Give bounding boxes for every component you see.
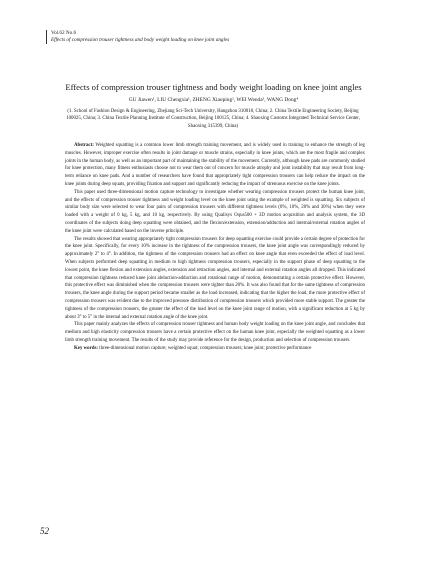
running-head [46,30,229,44]
keywords-paragraph [65,345,365,353]
abstract-paragraph-1 [65,142,365,189]
keywords-label: Key words: [74,345,99,351]
abstract-section [65,142,365,353]
author-list: GU Jiawen¹, LIU Chengxia¹, ZHENG Xiaoping², WEI Wenda³, WANG Dong⁴ [128,97,299,103]
journal-volume-info: Vol.62 No.6 [51,30,77,36]
paper-title: Effects of compression trouser tightness and body weight loading on knee joint angles [65,82,362,92]
abstract-text-1: Weighted squatting is a common lower limb strength training movement, and is widely used in training to enhance the strength of leg muscles. However, improper exercise often results in joint damage or muscle strains, especially in knee joints, which are the most fragile and complex joints in the human body, as well as an important part of maintaining the stability of the movement. Currently, although knee pads are commonly studied for knee protection, many fitness enthusiasts choose not to wear them out of concern for muscle atrophy and joint instability that may result from long-term reliance on knee pads. And a number of researchers have found that appropriately tight compression trousers can help reduce the impact on the knee joints during deep squats, providing fixation and support and significantly reducing the impact of strenuous exercise on the knee joints. [65,143,365,187]
keywords-text: three-dimensional motion capture; weighted squat; compression trousers; knee joint; protective performance [99,345,312,351]
abstract-label: Abstract: [74,143,94,148]
abstract-paragraph-3: The results showed that wearing appropriately tight compression trousers for deep squatting exercise could provide a certain degree of protection for the knee joint. Specifically, for every 10% increase in the tightness of the compression trousers, the knee joint angle was correspondingly reduced by approximately 2° to 4°. In addition, the tightness of the compression trousers had an effect on knee angle that even exceeded the effect of load level. When subjects performed deep squatting in medium to high tightness compression trousers, especially in the support phase of deep squatting to the lowest point, the knee flexion and extension angles, extension and retraction angles, and internal and external rotation angles all dropped. This indicated that compression tightness reduced knee joint abduction-adduction and rotational range of motion, demonstrating a certain protective effect. However, this protective effect was diminished when the compression trousers were tighter than 20%. It was also found that for the same tightness of compression trousers, the knee angle during the support period became smaller as the load increased, indicating that the higher the load, the more protective effect of compression trousers was evident due to the improved pressure distribution of compression trousers which provided more stable support. The greater the tightness of the compression trousers, the greater the effect of the load level on the knee joint range of motion, with a significant reduction at 5 kg by about 3° to 5° in the internal and external rotation angle of the knee joint. [65,236,365,320]
abstract-paragraph-4: This paper mainly analyzes the effects of compression trouser tightness and human body weight loading on the knee joint angle, and concludes that medium and high elasticity compression trousers have a certain protective effect on the human knee joint, especially the weighted squatting as a lower limb strength training movement. The results of the study may provide reference for the design, production and selection of compression trousers. [65,322,365,343]
running-head-title: Effects of compression trouser tightness and body weight loading on knee joint angles [51,37,230,43]
page-number: 52 [40,526,49,536]
abstract-paragraph-2: This paper used three-dimensional motion capture technology to investigate whether wearing compression trousers protect the human knee joint, and the effects of compression trouser tightness and weight loading level on the knee joint using the example of weighted is squatting. Six subjects of similar body size were selected to wear four pairs of compression trousers with different tightness levels (0%, 10%, 20% and 30%) when they were loaded with a weight of 0 kg, 5 kg, and 10 kg, respectively. By using Qualisys Oqus500 + 3D motion acquisition and analysis system, the 3D coordinates of the subjects doing deep squatting were obtained, and the flexion/extension, extension/adduction and internal/external rotation angles of the knee joint were calculated based on the inverse principle. [65,189,365,234]
affiliations: (1. School of Fashion Design & Engineering, Zhejiang Sci-Tech University, Hangzhou 310018, China; 2. China Textile Engineering Society, Beijing 100025, China; 3. China Textile Planning Institute of Construction, Beijing 100125, China; 4. Shaoxing Customs Integrated Technical Service Center, Shaoxing 315399, China) [66,109,360,129]
